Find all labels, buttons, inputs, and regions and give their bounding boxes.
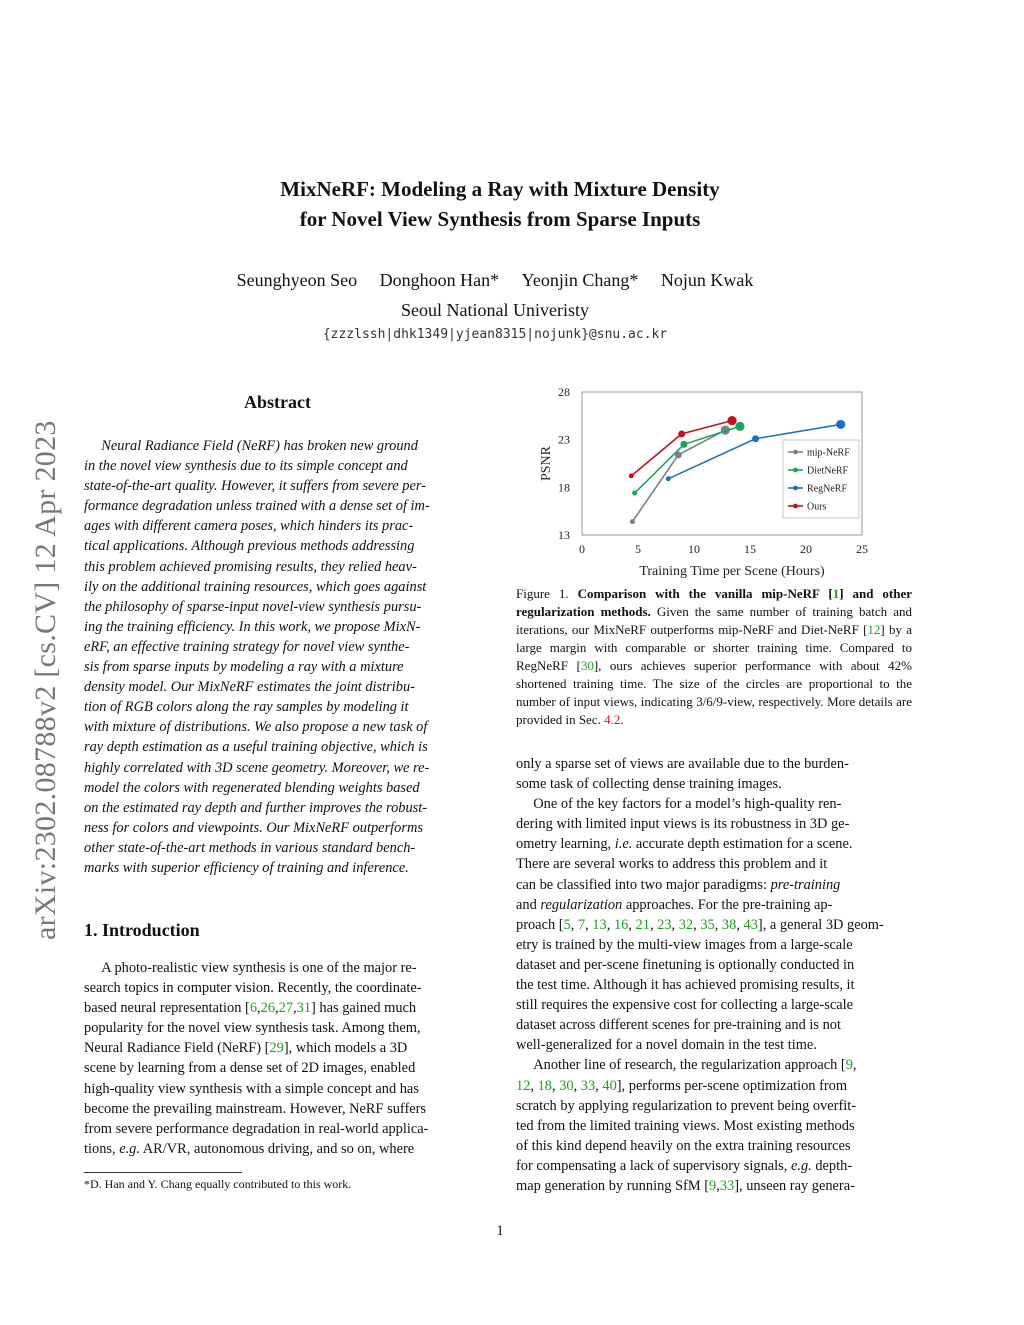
citation-link[interactable]: 18: [537, 1077, 552, 1094]
data-point-mip-nerf: [630, 519, 635, 524]
legend-marker: [793, 486, 798, 491]
y-tick-label: 28: [558, 385, 570, 399]
data-point-ours: [727, 416, 736, 425]
abstract-line: marks with superior efficiency of training and inference.: [84, 859, 409, 876]
citation-link[interactable]: 23: [657, 916, 672, 933]
x-tick-label: 25: [856, 542, 868, 556]
citation-link[interactable]: 21: [635, 916, 650, 933]
abstract-body: [84, 436, 480, 878]
citation-link[interactable]: 9: [845, 1057, 853, 1074]
abstract-line: Neural Radiance Field (NeRF) has broken new ground: [101, 438, 418, 454]
x-tick-label: 10: [688, 542, 700, 556]
citation-link[interactable]: 33: [719, 1177, 735, 1194]
legend-label: RegNeRF: [807, 483, 847, 495]
citation-link[interactable]: 40: [602, 1077, 617, 1094]
y-axis-label: PSNR: [539, 445, 554, 482]
abstract-line: the philosophy of sparse-input novel-view synthesis pursu-: [84, 598, 422, 615]
abstract-line: ing the training efficiency. In this work, we propose MixN-: [84, 618, 421, 635]
y-tick-label: 13: [558, 528, 570, 542]
abstract-line: model the colors with regenerated blending weights based: [84, 779, 420, 796]
abstract-line: tical applications. Although previous methods addressing: [84, 538, 415, 555]
data-point-dietnerf: [735, 422, 744, 431]
citation-link[interactable]: 12: [516, 1077, 531, 1094]
citation-link[interactable]: 12: [867, 622, 881, 637]
abstract-line: ages with different camera poses, which hinders its prac-: [84, 518, 414, 535]
citation-link[interactable]: 27: [278, 1000, 294, 1017]
citation-link[interactable]: 6: [249, 1000, 258, 1017]
abstract-heading: Abstract: [244, 392, 311, 412]
paper-title-line2: for Novel View Synthesis from Sparse Inputs: [299, 207, 701, 231]
citation-link[interactable]: 33: [580, 1077, 596, 1094]
data-point-regnerf: [836, 420, 845, 429]
citation-link[interactable]: 31: [296, 1000, 312, 1017]
abstract-line: this problem achieved promising results, they relied heav-: [84, 558, 417, 575]
citation-link[interactable]: 16: [613, 916, 629, 933]
citation-link[interactable]: 9: [709, 1177, 717, 1194]
legend-label: Ours: [807, 501, 827, 513]
abstract-line: in the novel view synthesis due to its simple concept and: [84, 458, 408, 475]
author-list: [0, 270, 990, 291]
citation-link[interactable]: 13: [592, 916, 607, 933]
right-column-text: only a sparse set of views are available due to the burden- some task of collecting dense training images. One of the key factors for a model’s high-quality ren- dering with limited input views is its robustness in 3D ge- ometry learning, i.e. accurate depth estimation for a scene. There are several works to address this problem and it can be classified into two major paradigms: pre-training and regularization approaches. For the pre-training ap- proach [5, 7, 13, 16, 21, 23, 32, 35, 38, 43], a general 3D geom- etry is trained by the multi-view images from a large-scale dataset and per-scene finetuning is optionally conducted in the test time. Although it has achieved promising results, it still requires the expensive cost for collecting a large-scale dataset across different scenes for pre-training and is not well-generalized for a novel domain in the test time. Another line of research, the regularization approach [9, 12, 18, 30, 33, 40], performs per-scene optimization from scratch by applying regularization to prevent being overfit- ted from the limited training views. Most existing methods of this kind depend heavily on the extra training resources for compensating a lack of supervisory signals, e.g. depth- map generation by running SfM [9,33], unseen ray genera-: [516, 756, 884, 1194]
abstract-line: highly correlated with 3D scene geometry. Moreover, we re-: [84, 759, 430, 776]
citation-link[interactable]: 7: [577, 916, 586, 933]
series-line-mip-nerf: [632, 430, 725, 522]
y-tick-label: 18: [558, 480, 570, 495]
data-point-ours: [629, 473, 634, 478]
data-point-regnerf: [752, 435, 759, 442]
author-4: Nojun Kwak: [660, 270, 754, 290]
paper-title-line1: MixNeRF: Modeling a Ray with Mixture Density: [280, 177, 720, 201]
citation-link[interactable]: 1: [832, 586, 840, 601]
data-point-dietnerf: [680, 441, 687, 448]
abstract-line: with mixture of distributions. We also propose a new task of: [84, 719, 428, 736]
citation-link[interactable]: 30: [580, 658, 594, 673]
citation-link[interactable]: 38: [721, 916, 737, 933]
intro-paragraph: A photo-realistic view synthesis is one of the major re- search topics in computer vision. Recently, the coordinate- based neural representation [6,26,27,31] has gained much popularity for the novel view synthesis task. Among them, Neural Radiance Field (NeRF) [29], which models a 3D scene by learning from a dense set of 2D images, enabled high-quality view synthesis with a simple concept and has become the prevailing mainstream. However, NeRF suffers from severe performance degradation in real-world applica- tions, e.g. AR/VR, autonomous driving, and so on, where: [84, 960, 429, 1157]
abstract-line: density model. Our MixNeRF estimates the joint distribu-: [84, 679, 415, 696]
x-axis-label: Training Time per Scene (Hours): [639, 564, 825, 579]
citation-link[interactable]: 43: [743, 916, 758, 933]
footnote: *D. Han and Y. Chang equally contributed to this work.: [84, 1177, 352, 1191]
abstract-line: state-of-the-art quality. However, it suffers from severe per-: [84, 478, 426, 495]
abstract-line: on the estimated ray depth and further improves the robust-: [84, 799, 428, 816]
abstract-line: ness for colors and viewpoints. Our MixNeRF outperforms: [84, 819, 423, 836]
arxiv-stamp: arXiv:2302.08788v2 [cs.CV] 12 Apr 2023: [29, 420, 62, 940]
y-tick-label: 23: [558, 432, 570, 447]
data-point-dietnerf: [632, 491, 637, 496]
citation-link[interactable]: 29: [269, 1040, 284, 1057]
abstract-line: ray depth estimation as a useful training objective, which is: [84, 739, 428, 756]
footnote-rule: [84, 1172, 242, 1173]
data-point-regnerf: [666, 476, 671, 481]
legend-label: DietNeRF: [807, 465, 849, 477]
legend-marker: [793, 468, 798, 473]
citation-link[interactable]: 32: [678, 916, 694, 933]
citation-link[interactable]: 26: [260, 1000, 276, 1017]
legend-marker: [793, 450, 798, 455]
figure-1-caption: Figure 1. Comparison with the vanilla mip-NeRF [1] and other regularization methods. Given the same number of training batch and iterations, our MixNeRF outperforms mip-NeRF and Diet-NeRF [12] by a large margin with comparable or shorter training time. Compared to RegNeRF [30], ours achieves superior performance with about 42% shortened training time. The size of the circles are proportional to the number of input views, indicating 3/6/9-view, respectively. More details are provided in Sec. 4.2.: [516, 586, 913, 727]
legend-marker: [793, 504, 798, 509]
affiliation: Seoul National Univeristy: [401, 300, 589, 320]
introduction-heading: 1. Introduction: [84, 920, 200, 940]
x-tick-label: 0: [579, 542, 585, 556]
citation-link[interactable]: 35: [700, 916, 715, 933]
abstract-line: ily on the additional training resources, which goes against: [84, 578, 427, 595]
series-line-ours: [631, 421, 732, 476]
citation-link[interactable]: 5: [563, 916, 571, 933]
legend-label: mip-NeRF: [807, 447, 850, 459]
author-1: Seunghyeon Seo: [236, 270, 358, 290]
x-tick-label: 20: [800, 542, 812, 556]
author-2: Donghoon Han*: [379, 270, 500, 290]
abstract-line: other state-of-the-art methods in various standard bench-: [84, 839, 416, 856]
page-number: 1: [496, 1223, 504, 1239]
data-point-ours: [678, 430, 685, 437]
citation-link[interactable]: 30: [559, 1077, 574, 1094]
section-link[interactable]: 4.2: [604, 712, 621, 727]
figure-1-chart: [520, 380, 880, 585]
abstract-line: eRF, an effective training strategy for novel view synthe-: [84, 638, 410, 655]
abstract-line: tion of RGB colors along the ray samples by modeling it: [84, 699, 409, 716]
abstract-line: sis from sparse inputs by modeling a ray with a mixture: [84, 659, 404, 676]
abstract-line: formance degradation unless trained with a dense set of im-: [84, 498, 430, 515]
x-tick-label: 15: [744, 542, 756, 556]
x-tick-label: 5: [635, 542, 641, 556]
author-3: Yeonjin Chang*: [521, 270, 639, 290]
email-list: {zzzlssh|dhk1349|yjean8315|nojunk}@snu.ac.kr: [322, 327, 668, 342]
